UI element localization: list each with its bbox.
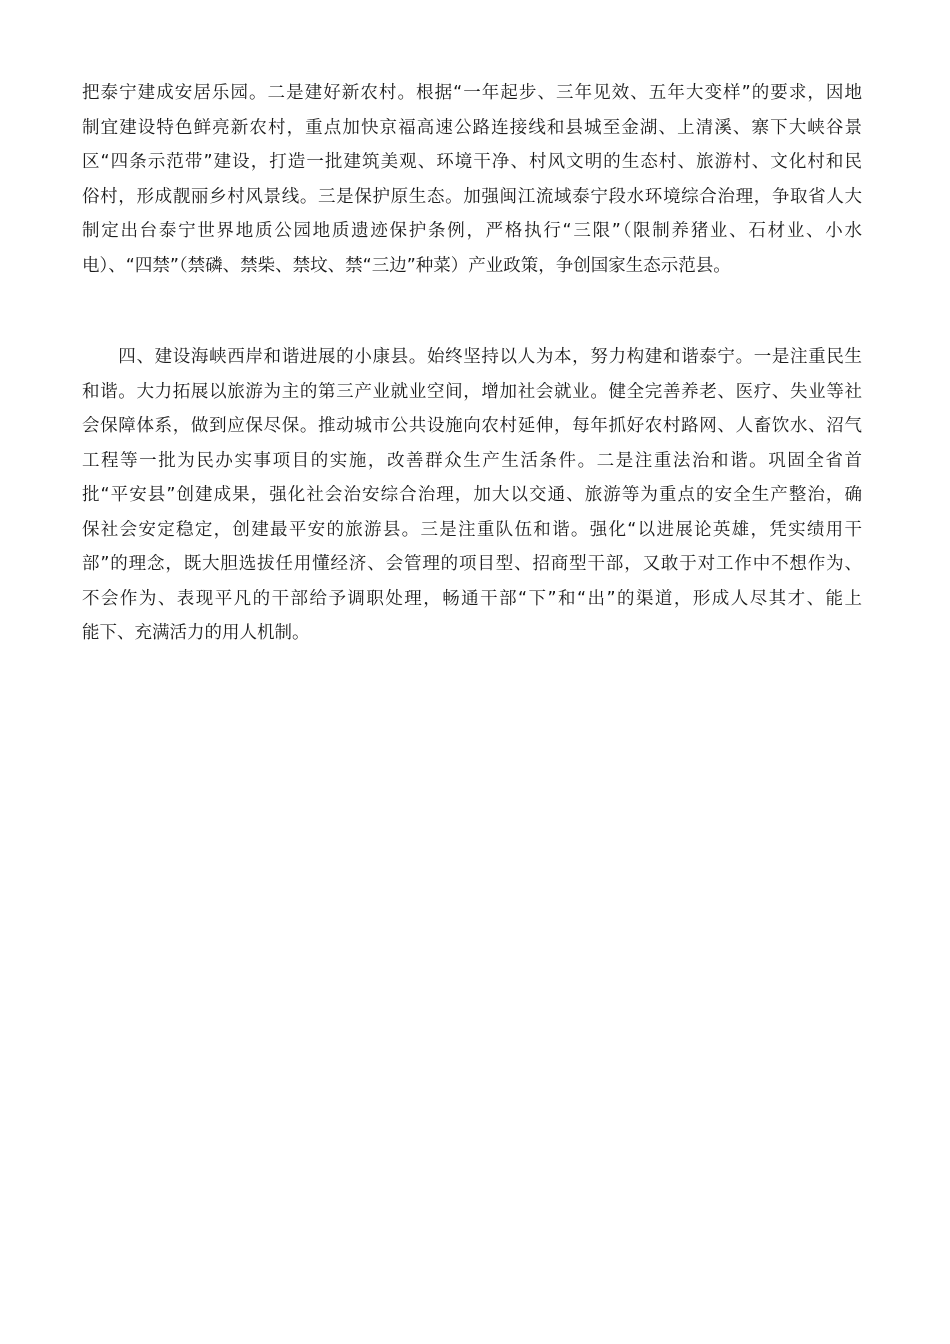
paragraph-line: 能下、充满活力的用人机制。 (82, 623, 310, 643)
paragraph-line: 批“平安县”创建成果，强化社会治安综合治理，加大以交通、旅游等为重点的安全生产整治，确 (82, 485, 862, 505)
paragraph-line: 保社会安定稳定，创建最平安的旅游县。三是注重队伍和谐。强化“以进展论英雄，凭实绩用干 (82, 519, 862, 540)
paragraph-line: 区“四条示范带”建设，打造一批建筑美观、环境干净、村风文明的生态村、旅游村、文化村和民 (82, 152, 862, 172)
paragraph-line: 不会作为、表现平凡的干部给予调职处理，畅通干部“下”和“出”的渠道，形成人尽其才、能上 (82, 588, 862, 609)
paragraph-line: 制定出台泰宁世界地质公园地质遗迹保护条例，严格执行“三限”（限制养猪业、石材业、小水 (82, 221, 862, 241)
paragraph-line: 电）、“四禁”（禁磷、禁柴、禁坟、禁“三边”种菜）产业政策，争创国家生态示范县。 (82, 255, 731, 276)
paragraph-line: 制宜建设特色鲜亮新农村，重点加快京福高速公路连接线和县城至金湖、上清溪、寨下大峡谷景 (82, 117, 862, 138)
paragraph-line: 俗村，形成靓丽乡村风景线。三是保护原生态。加强闽江流域泰宁段水环境综合治理，争取省人大 (82, 186, 862, 207)
paragraph-line: 和谐。大力拓展以旅游为主的第三产业就业空间，增加社会就业。健全完善养老、医疗、失业等社 (82, 381, 862, 402)
paragraph-line: 把泰宁建成安居乐园。二是建好新农村。根据“一年起步、三年见效、五年大变样”的要求，因地 (82, 83, 862, 103)
paragraph-line: 四、建设海峡西岸和谐进展的小康县。始终坚持以人为本，努力构建和谐泰宁。一是注重民生 (82, 347, 862, 367)
paragraph-2 (82, 340, 862, 651)
paragraph-line: 工程等一批为民办实事项目的实施，改善群众生产生活条件。二是注重法治和谐。巩固全省首 (82, 450, 862, 471)
paragraph-line: 会保障体系，做到应保尽保。推动城市公共设施向农村延伸，每年抓好农村路网、人畜饮水、沼气 (82, 416, 862, 436)
paragraph-1 (82, 76, 862, 283)
paragraph-line: 部”的理念，既大胆选拔任用懂经济、会管理的项目型、招商型干部，又敢于对工作中不想作为、 (82, 554, 862, 574)
